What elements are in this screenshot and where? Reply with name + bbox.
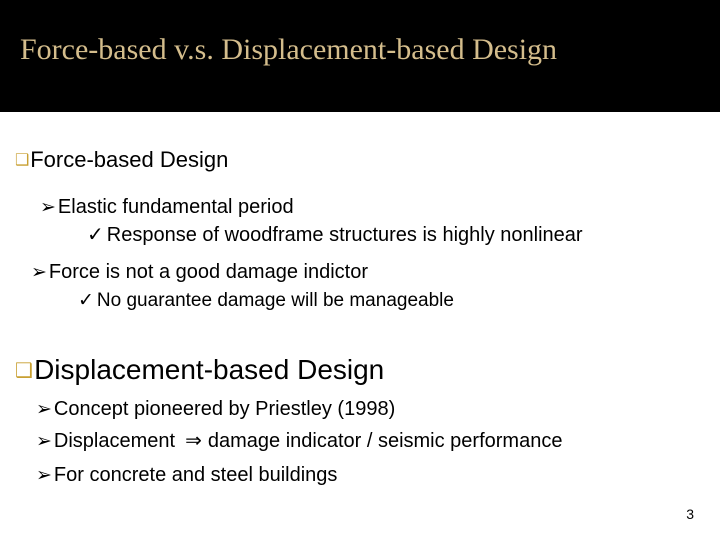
section-heading-label: Force-based Design — [30, 147, 229, 172]
arrow-bullet-icon: ➢ — [36, 399, 52, 420]
list-item-label: Force is not a good damage indictor — [48, 261, 368, 283]
sub-item-label: Response of woodframe structures is highly nonlinear — [106, 224, 583, 246]
list-item-concrete-steel — [36, 461, 337, 490]
implies-arrow-icon: ⇒ — [185, 430, 202, 452]
section-heading-displacement-based — [15, 352, 384, 389]
list-item-force-damage-indicator — [31, 258, 368, 287]
arrow-bullet-icon: ➢ — [40, 197, 56, 218]
section-heading-label: Displacement-based Design — [34, 354, 385, 385]
check-mark-icon: ✓ — [87, 224, 104, 246]
list-item-label: For concrete and steel buildings — [53, 464, 338, 486]
arrow-bullet-icon: ➢ — [31, 262, 47, 283]
arrow-bullet-icon: ➢ — [36, 465, 52, 486]
slide-title: Force-based v.s. Displacement-based Design — [20, 33, 558, 66]
arrow-bullet-icon: ➢ — [36, 431, 52, 452]
list-item-label: Concept pioneered by Priestley (1998) — [53, 398, 396, 420]
sub-item-no-guarantee — [78, 287, 454, 315]
square-outline-bullet-icon: ❑ — [15, 152, 30, 170]
list-item-label: Displacement — [53, 430, 176, 452]
list-item-elastic-period — [40, 193, 294, 222]
sub-item-response-nonlinear — [87, 221, 583, 249]
sub-item-label: No guarantee damage will be manageable — [96, 290, 454, 311]
list-item-label: Elastic fundamental period — [57, 196, 294, 218]
section-heading-force-based — [15, 145, 228, 176]
list-item-label: damage indicator / seismic performance — [207, 430, 563, 452]
check-mark-icon: ✓ — [78, 290, 94, 311]
list-item-priestley — [36, 395, 395, 424]
page-number: 3 — [686, 506, 694, 522]
square-outline-bullet-icon: ❑ — [15, 359, 34, 382]
title-bar — [0, 0, 720, 112]
list-item-displacement-indicator — [36, 427, 562, 456]
